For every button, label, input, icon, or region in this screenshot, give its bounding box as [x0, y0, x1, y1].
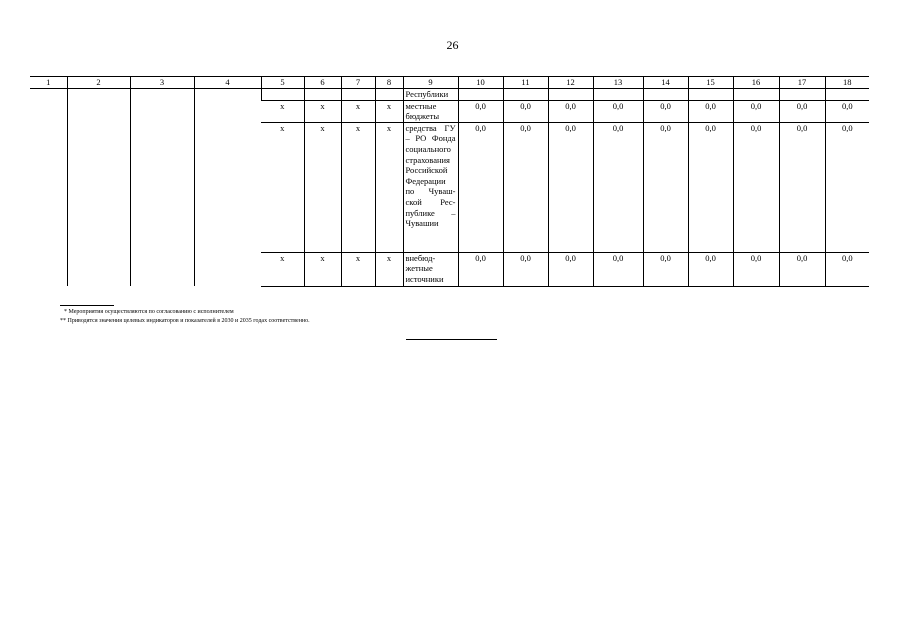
value-cell: 0,0: [548, 122, 593, 252]
table-cell: [458, 89, 503, 101]
value-cell: 0,0: [825, 100, 869, 122]
table-cell: [825, 89, 869, 101]
value-cell: 0,0: [593, 252, 643, 286]
table-cell: [304, 89, 341, 101]
table-cell: [503, 89, 548, 101]
table-cell: [643, 89, 688, 101]
column-number: 13: [593, 77, 643, 89]
table-cell: [375, 89, 403, 101]
column-number: 9: [403, 77, 458, 89]
column-number: 17: [779, 77, 825, 89]
column-number: 4: [194, 77, 261, 89]
column-number: 7: [341, 77, 375, 89]
table-cell: х: [261, 252, 304, 286]
column-number-row: [30, 77, 869, 89]
value-cell: 0,0: [593, 122, 643, 252]
funding-source-cell: Республики: [403, 89, 458, 101]
column-number: 18: [825, 77, 869, 89]
value-cell: 0,0: [779, 252, 825, 286]
footnote: ** Приводятся значения целевых индикаторов и показателей в 2030 и 2035 годах соответственно.: [60, 318, 310, 324]
value-cell: 0,0: [733, 252, 779, 286]
table-cell: [130, 89, 194, 287]
funding-source-cell: внебюджетные источники: [403, 252, 458, 286]
table-cell: х: [341, 252, 375, 286]
value-cell: 0,0: [593, 100, 643, 122]
table-cell: [261, 89, 304, 101]
table-cell: [30, 89, 67, 287]
value-cell: 0,0: [458, 122, 503, 252]
end-separator-line: [406, 339, 497, 340]
value-cell: 0,0: [503, 252, 548, 286]
table-cell: х: [375, 100, 403, 122]
column-number: 16: [733, 77, 779, 89]
column-number: 10: [458, 77, 503, 89]
value-cell: 0,0: [733, 122, 779, 252]
value-cell: 0,0: [548, 252, 593, 286]
program-resources-table: [30, 76, 869, 287]
column-number: 2: [67, 77, 130, 89]
table-cell: [194, 89, 261, 287]
table-row: [30, 89, 869, 101]
value-cell: 0,0: [688, 122, 733, 252]
value-cell: 0,0: [643, 122, 688, 252]
column-number: 6: [304, 77, 341, 89]
value-cell: 0,0: [458, 100, 503, 122]
column-number: 15: [688, 77, 733, 89]
table-cell: [688, 89, 733, 101]
table-cell: [67, 89, 130, 287]
footnote: * Мероприятия осуществляются по согласованию с исполнителем: [64, 309, 234, 315]
value-cell: 0,0: [503, 100, 548, 122]
value-cell: 0,0: [458, 252, 503, 286]
table-cell: х: [341, 100, 375, 122]
table-cell: х: [304, 122, 341, 252]
column-number: 3: [130, 77, 194, 89]
column-number: 1: [30, 77, 67, 89]
value-cell: 0,0: [688, 100, 733, 122]
table-cell: х: [375, 122, 403, 252]
table-cell: х: [304, 252, 341, 286]
value-cell: 0,0: [825, 122, 869, 252]
table-cell: х: [341, 122, 375, 252]
value-cell: 0,0: [548, 100, 593, 122]
column-number: 5: [261, 77, 304, 89]
column-number: 14: [643, 77, 688, 89]
value-cell: 0,0: [643, 100, 688, 122]
page-number: 26: [446, 38, 459, 52]
value-cell: 0,0: [779, 100, 825, 122]
table-cell: [593, 89, 643, 101]
table-cell: х: [261, 100, 304, 122]
value-cell: 0,0: [688, 252, 733, 286]
footnote-separator: [60, 305, 114, 306]
table-cell: [341, 89, 375, 101]
value-cell: 0,0: [825, 252, 869, 286]
table-cell: [548, 89, 593, 101]
table-cell: х: [304, 100, 341, 122]
table-cell: х: [375, 252, 403, 286]
table-cell: [779, 89, 825, 101]
value-cell: 0,0: [643, 252, 688, 286]
column-number: 12: [548, 77, 593, 89]
column-number: 8: [375, 77, 403, 89]
value-cell: 0,0: [779, 122, 825, 252]
table-cell: х: [261, 122, 304, 252]
column-number: 11: [503, 77, 548, 89]
funding-source-cell: средства ГУ – РО Фонда социального страхования Российской Федерации по Чувашской Республике – Чувашии: [403, 122, 458, 252]
table-cell: [733, 89, 779, 101]
value-cell: 0,0: [503, 122, 548, 252]
funding-source-cell: местные бюджеты: [403, 100, 458, 122]
value-cell: 0,0: [733, 100, 779, 122]
